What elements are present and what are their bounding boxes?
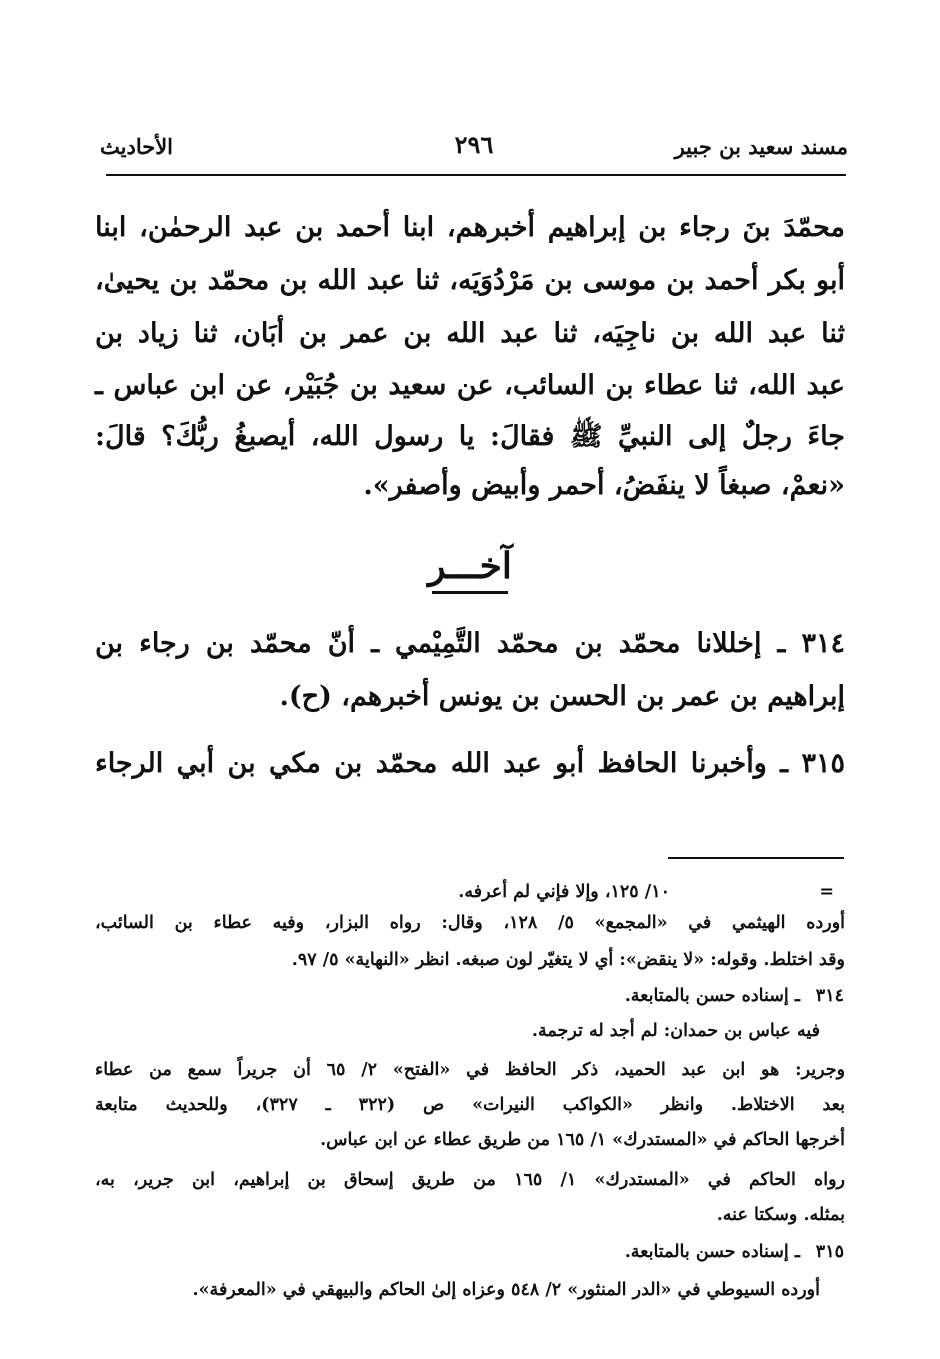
hadith-314-line: ٣١٤ ـ إخللانا محمّد بن محمّد التَّمِيْمي ـ أنّ محمّد بن رجاء بن [95, 628, 845, 659]
text-line: «نعمْ، صبغاً لا ينفَضُ، أحمر وأبيض وأصفر». [363, 470, 845, 501]
text-line: ثنا عبد الله بن ناجِيَه، ثنا عبد الله بن عمر بن أبَان، ثنا زياد بن [95, 318, 845, 349]
heading-underline [432, 591, 508, 594]
footnote-line: وجرير: هو ابن عبد الحميد، ذكر الحافظ في «الفتح» ٢/ ٦٥ أن جريراً سمع من عطاء [95, 1060, 846, 1080]
text-line: محمّدَ بنَ رجاء بن إبراهيم أخبرهم، ابنا أحمد بن عبد الرحمٰن، ابنا [95, 212, 845, 243]
text-line: عبد الله، ثنا عطاء بن السائب، عن سعيد بن جُبَيْر، عن ابن عباس ـ [95, 370, 845, 401]
footnote-line: بمثله. وسكتا عنه. [716, 1205, 845, 1225]
header-divider [106, 174, 846, 176]
continuation-marker: = [819, 882, 834, 902]
footnote-line: رواه الحاكم في «المستدرك» ١/ ١٦٥ من طريق إسحاق بن إبراهيم، ابن جرير، به، [95, 1170, 845, 1190]
footnote-315-marker: ٣١٥ [815, 1242, 844, 1262]
footnote-line: أورده الهيثمي في «المجمع» ٥/ ١٢٨، وقال: رواه البزار، وفيه عطاء بن السائب، [95, 913, 846, 933]
section-name: الأحاديث [100, 134, 174, 159]
footnote-line: ١٠/ ١٢٥، وإلا فإني لم أعرفه. [458, 882, 670, 902]
footnote-line: وقد اختلط. وقوله: «لا ينقض»: أي لا يتغيّر لون صبغه. انظر «النهاية» ٥/ ٩٧. [291, 950, 845, 970]
page-number: ٢٩٦ [454, 130, 494, 159]
hadith-314-line: إبراهيم بن عمر بن الحسن بن يونس أخبرهم، (ح). [279, 681, 845, 712]
text-line: أبو بكر أحمد بن موسى بن مَرْدُوَيَه، ثنا عبد الله بن محمّد بن يحيىٰ، [95, 265, 845, 296]
footnote-line: ـ إسناده حسن بالمتابعة. [624, 1242, 800, 1262]
footnote-line: أخرجها الحاكم في «المستدرك» ١/ ١٦٥ من طريق عطاء عن ابن عباس. [320, 1130, 845, 1150]
running-header [100, 128, 848, 178]
footnote-line: فيه عباس بن حمدان: لم أجد له ترجمة. [531, 1021, 820, 1041]
footnote-line: أورده السيوطي في «الدر المنثور» ٢/ ٥٤٨ وعزاه إلىٰ الحاكم والبيهقي في «المعرفة». [192, 1280, 820, 1300]
text-line: جاءَ رجلٌ إلى النبيِّ ﷺ فقالَ: يا رسول الله، أيصبغُ ربُّكَ؟ قالَ: [95, 421, 845, 452]
footnote-line: بعد الاختلاط. وانظر «الكواكب النيرات» ص (٣٢٢ ـ ٣٢٧)، وللحديث متابعة [95, 1095, 845, 1115]
footnote-line: ـ إسناده حسن بالمتابعة. [624, 986, 800, 1006]
book-title: مسند سعيد بن جبير [674, 134, 848, 159]
section-heading-text: آخـــر [428, 545, 512, 587]
section-heading [0, 545, 940, 594]
hadith-315-line: ٣١٥ ـ وأخبرنا الحافظ أبو عبد الله محمّد بن مكي بن أبي الرجاء [95, 748, 845, 779]
footnote-314-marker: ٣١٤ [815, 986, 844, 1006]
footnote-divider [668, 857, 844, 859]
